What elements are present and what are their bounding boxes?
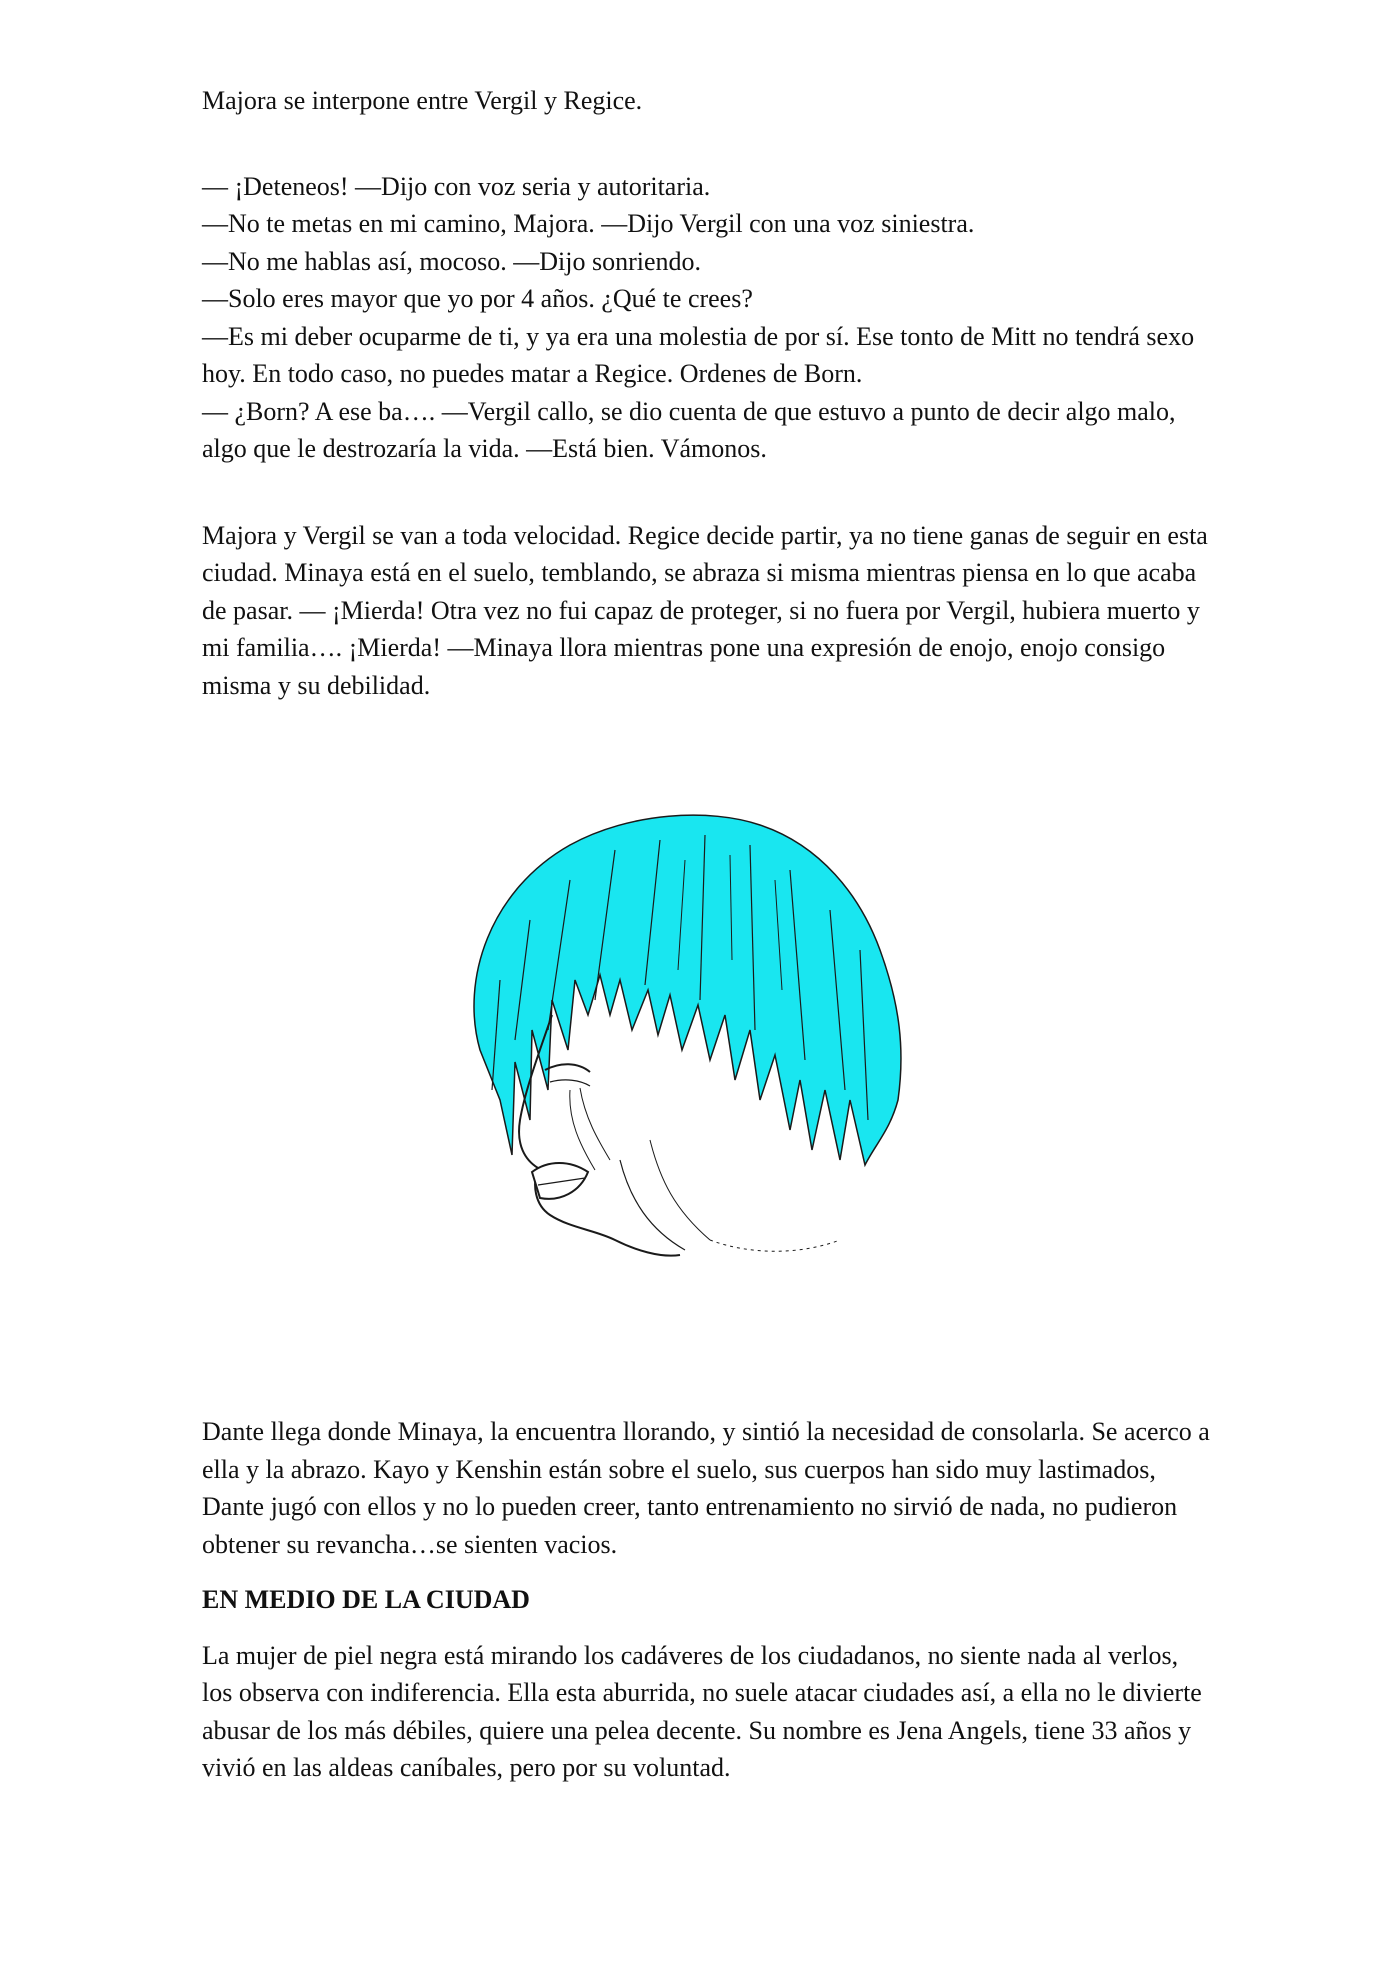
narration-paragraph: Majora y Vergil se van a toda velocidad. Regice decide partir, ya no tiene ganas de seguir en esta ciudad. Minaya está en el suelo, temblando, se abraza si misma mientras piensa en lo que acaba de pasar. — ¡Mierda! Otra vez no fui capaz de proteger, si no fuera por Vergil, hubiera muerto y mi familia…. ¡Mierda! —Minaya llora mientras pone una expresión de enojo, enojo consigo misma y su debilidad. <box>202 520 1208 700</box>
character-illustration <box>420 800 940 1300</box>
dialog-line: —No me hablas así, mocoso. —Dijo sonriendo. <box>202 246 701 276</box>
closing-paragraph: La mujer de piel negra está mirando los cadáveres de los ciudadanos, no siente nada al verlos, los observa con indiferencia. Ella esta aburrida, no suele atacar ciudades así, a ella no le divierte abusar de los más débiles, quiere una pelea decente. Su nombre es Jena Angels, tiene 33 años y vivió en las aldeas caníbales, pero por su voluntad. <box>202 1640 1202 1782</box>
dialog-block <box>202 168 1212 468</box>
dialog-line: —Es mi deber ocuparme de ti, y ya era una molestia de por sí. Ese tonto de Mitt no tendrá sexo hoy. En todo caso, no puedes matar a Regice. Ordenes de Born. <box>202 321 1201 388</box>
section-heading: EN MEDIO DE LA CIUDAD <box>202 1585 530 1614</box>
after-image-paragraph: Dante llega donde Minaya, la encuentra llorando, y sintió la necesidad de consolarla. Se acerco a ella y la abrazo. Kayo y Kenshin están sobre el suelo, sus cuerpos han sido muy lastimados, Dante jugó con ellos y no lo pueden creer, tanto entrenamiento no sirvió de nada, no pudieron obtener su revancha…se sienten vacios. <box>202 1417 1210 1559</box>
dialog-line: —No te metas en mi camino, Majora. —Dijo Vergil con una voz siniestra. <box>202 209 975 238</box>
hair-shape <box>474 815 901 1165</box>
dialog-line: — ¿Born? A ese ba…. —Vergil callo, se dio cuenta de que estuvo a punto de decir algo malo, algo que le destrozaría la vida. —Está bien. Vámonos. <box>202 396 1183 463</box>
lower-text-block <box>202 1413 1212 1787</box>
upper-text-block <box>202 82 1212 704</box>
intro-paragraph: Majora se interpone entre Vergil y Regice. <box>202 86 643 115</box>
dialog-line: —Solo eres mayor que yo por 4 años. ¿Qué te crees? <box>202 284 753 313</box>
dialog-line: — ¡Deteneos! —Dijo con voz seria y autoritaria. <box>202 171 711 201</box>
